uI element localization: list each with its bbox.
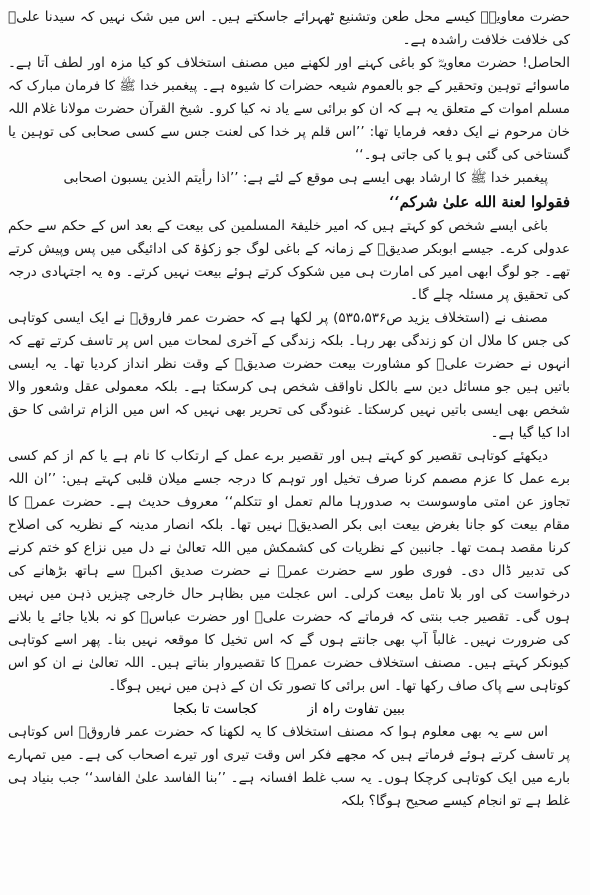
paragraph-4: باغی ایسے شخص کو کہتے ہیں کہ امیر خلیفۃ المسلمین کی بیعت کے بعد اس کے حکم سے حکم عدولی کرے۔ جیسے ابوبکر صدیقؓ کے زمانہ کے باغی لوگ جو زکوٰۃ کی ادائیگی میں پس وپیش کرتے تھے۔ جو لوگ ابھی امیر کی امارت ہی میں شکوک کرتے ہوئے بیعت نہیں کرتے۔ وہ یہ اجتہادی درجہ کی تحقیق پر مسئلہ چلے گا۔ bbox=[8, 218, 570, 303]
paragraph-6: دیکھئے کوتاہی تقصیر کو کہتے ہیں اور تقصیر برے عمل کے ارتکاب کا نام ہے یا کم از کم کسی برے عمل کا عزم مصمم کرنا صرف تخیل اور توہم کا درجہ جسے میلان قلبی کہتے ہیں: ’’ان اللہ تجاوز عن امتی ماوسوست بہ صدورہا مالم تعمل او تتکلم‘‘ معروف حدیث ہے۔ حضرت عمرؓ کا مقام بیعت کو جانا بغرض بیعت ابی بکر الصدیقؓ نہیں تھا۔ بلکہ انصار مدینہ کے نظریہ کی اصلاح کرنا مقصد ہمت تھا۔ جانبین کے نظریات کی کشمکش میں اللہ تعالیٰ نے دل میں نزاع کو ختم کرنے کی تدبیر ڈال دی۔ فوری طور سے حضرت عمرؓ نے حضرت صدیق اکبرؓ سے ہاتھ بڑھانے کی درخواست کی اور بلا تامل بیعت کرلی۔ اس عجلت میں بظاہر حال خارجی چیزیں ذہن میں نہیں ہوں گی۔ تقصیر جب بنتی کہ فرماتے کہ حضرت علیؓ اور حضرت عباسؓ کو نہ بلایا جائے یا بلانے کی ضرورت نہیں۔ غالباً آپ بھی جانتے ہوں گے کہ اس تخیل کا موقعہ نہیں بنا۔ پھر اسے کوتاہی کیونکر کہتے ہیں۔ مصنف استخلاف حضرت عمرؓ کا تقصیروار بناتے ہیں۔ اللہ تعالیٰ نے ان کو اس کوتاہی سے پاک صاف رکھا تھا۔ اس برائی کا تصور تک ان کے ذہن میں نہیں ہوگا۔ bbox=[8, 448, 570, 694]
paragraph-3: پیغمبر خدا ﷺ کا ارشاد بھی ایسے ہی موقع کے لئے ہے: ’’اذا رأیتم الذین یسبون اصحابی bbox=[63, 170, 548, 186]
paragraph-7: اس سے یہ بھی معلوم ہوا کہ مصنف استخلاف کا یہ لکھنا کہ حضرت عمر فاروقؓ اس کوتاہی پر تاسف کرتے ہوئے فرماتے ہیں کہ مجھے فکر اس وقت تیری اور تیرے اصحاب کی ہے۔ میں تمہارے بارے میں ایک کوتاہی کرچکا ہوں۔ یہ سب غلط افسانہ ہے۔ ’’بنا الفاسد علیٰ الفاسد‘‘ جب بنیاد ہی غلط ہے تو انجام کیسے صحیح ہوگا؟ بلکہ bbox=[8, 724, 570, 809]
arabic-quote-line: فقولوا لعنة الله علیٰ شرکم‘‘ bbox=[389, 193, 570, 211]
paragraph-1: حضرت معاویہؓ کیسے محل طعن وتشنیع ٹھہرائے جاسکتے ہیں۔ اس میں شک نہیں کہ سیدنا علیؓ کی خلافت خلافت راشدہ ہے۔ bbox=[8, 9, 570, 48]
persian-verse bbox=[8, 698, 570, 721]
verse-first-half: ببین تفاوت راہ از bbox=[307, 701, 405, 717]
paragraph-5: مصنف نے (استخلاف یزید ص۵۳۵،۵۳۶) پر لکھا ہے کہ حضرت عمر فاروقؓ نے ایک ایسی کوتاہی کی جس کا ملال ان کو زندگی بھر رہا۔ بلکہ زندگی کے آخری لمحات میں اس پر تاسف کرتے تھے کہ انہوں نے حضرت علیؓ کو مشاورت بیعت حضرت صدیقؓ کے وقت نظر انداز کردیا تھا۔ یہ ایسی باتیں ہیں جو مسائل دین سے بالکل ناواقف شخص ہی کرسکتا ہے۔ بلکہ معمولی عقل وشعور والا شخص بھی ایسی باتیں نہیں کرسکتا۔ غنودگی کی تحریر بھی نہیں کہ اس میں الزام تراشی کا حق ادا کیا گیا ہے۔ bbox=[8, 310, 570, 441]
verse-second-half: کجاست تا بکجا bbox=[173, 701, 258, 717]
paragraph-2: الحاصل! حضرت معاویہؓ کو باغی کہنے اور لکھنے میں مصنف استخلاف کو کیا مزہ اور لطف آتا ہے۔ ماسوائے توہین وتحقیر کے جو بالعموم شیعہ حضرات کا شیوہ ہے۔ پیغمبر خدا ﷺ کا فرمان مبارک کہ مسلم اموات کے متعلق یہ ہے کہ ان کو برائی سے یاد نہ کیا کرو۔ شیخ القرآن حضرت مولانا غلام اللہ خان مرحوم نے ایک دفعہ فرمایا تھا: ’’اس قلم پر خدا کی لعنت جس سے کسی صحابی کی توہین یا گستاخی کی گئی ہو یا کی جاتی ہو۔‘‘ bbox=[8, 55, 570, 163]
